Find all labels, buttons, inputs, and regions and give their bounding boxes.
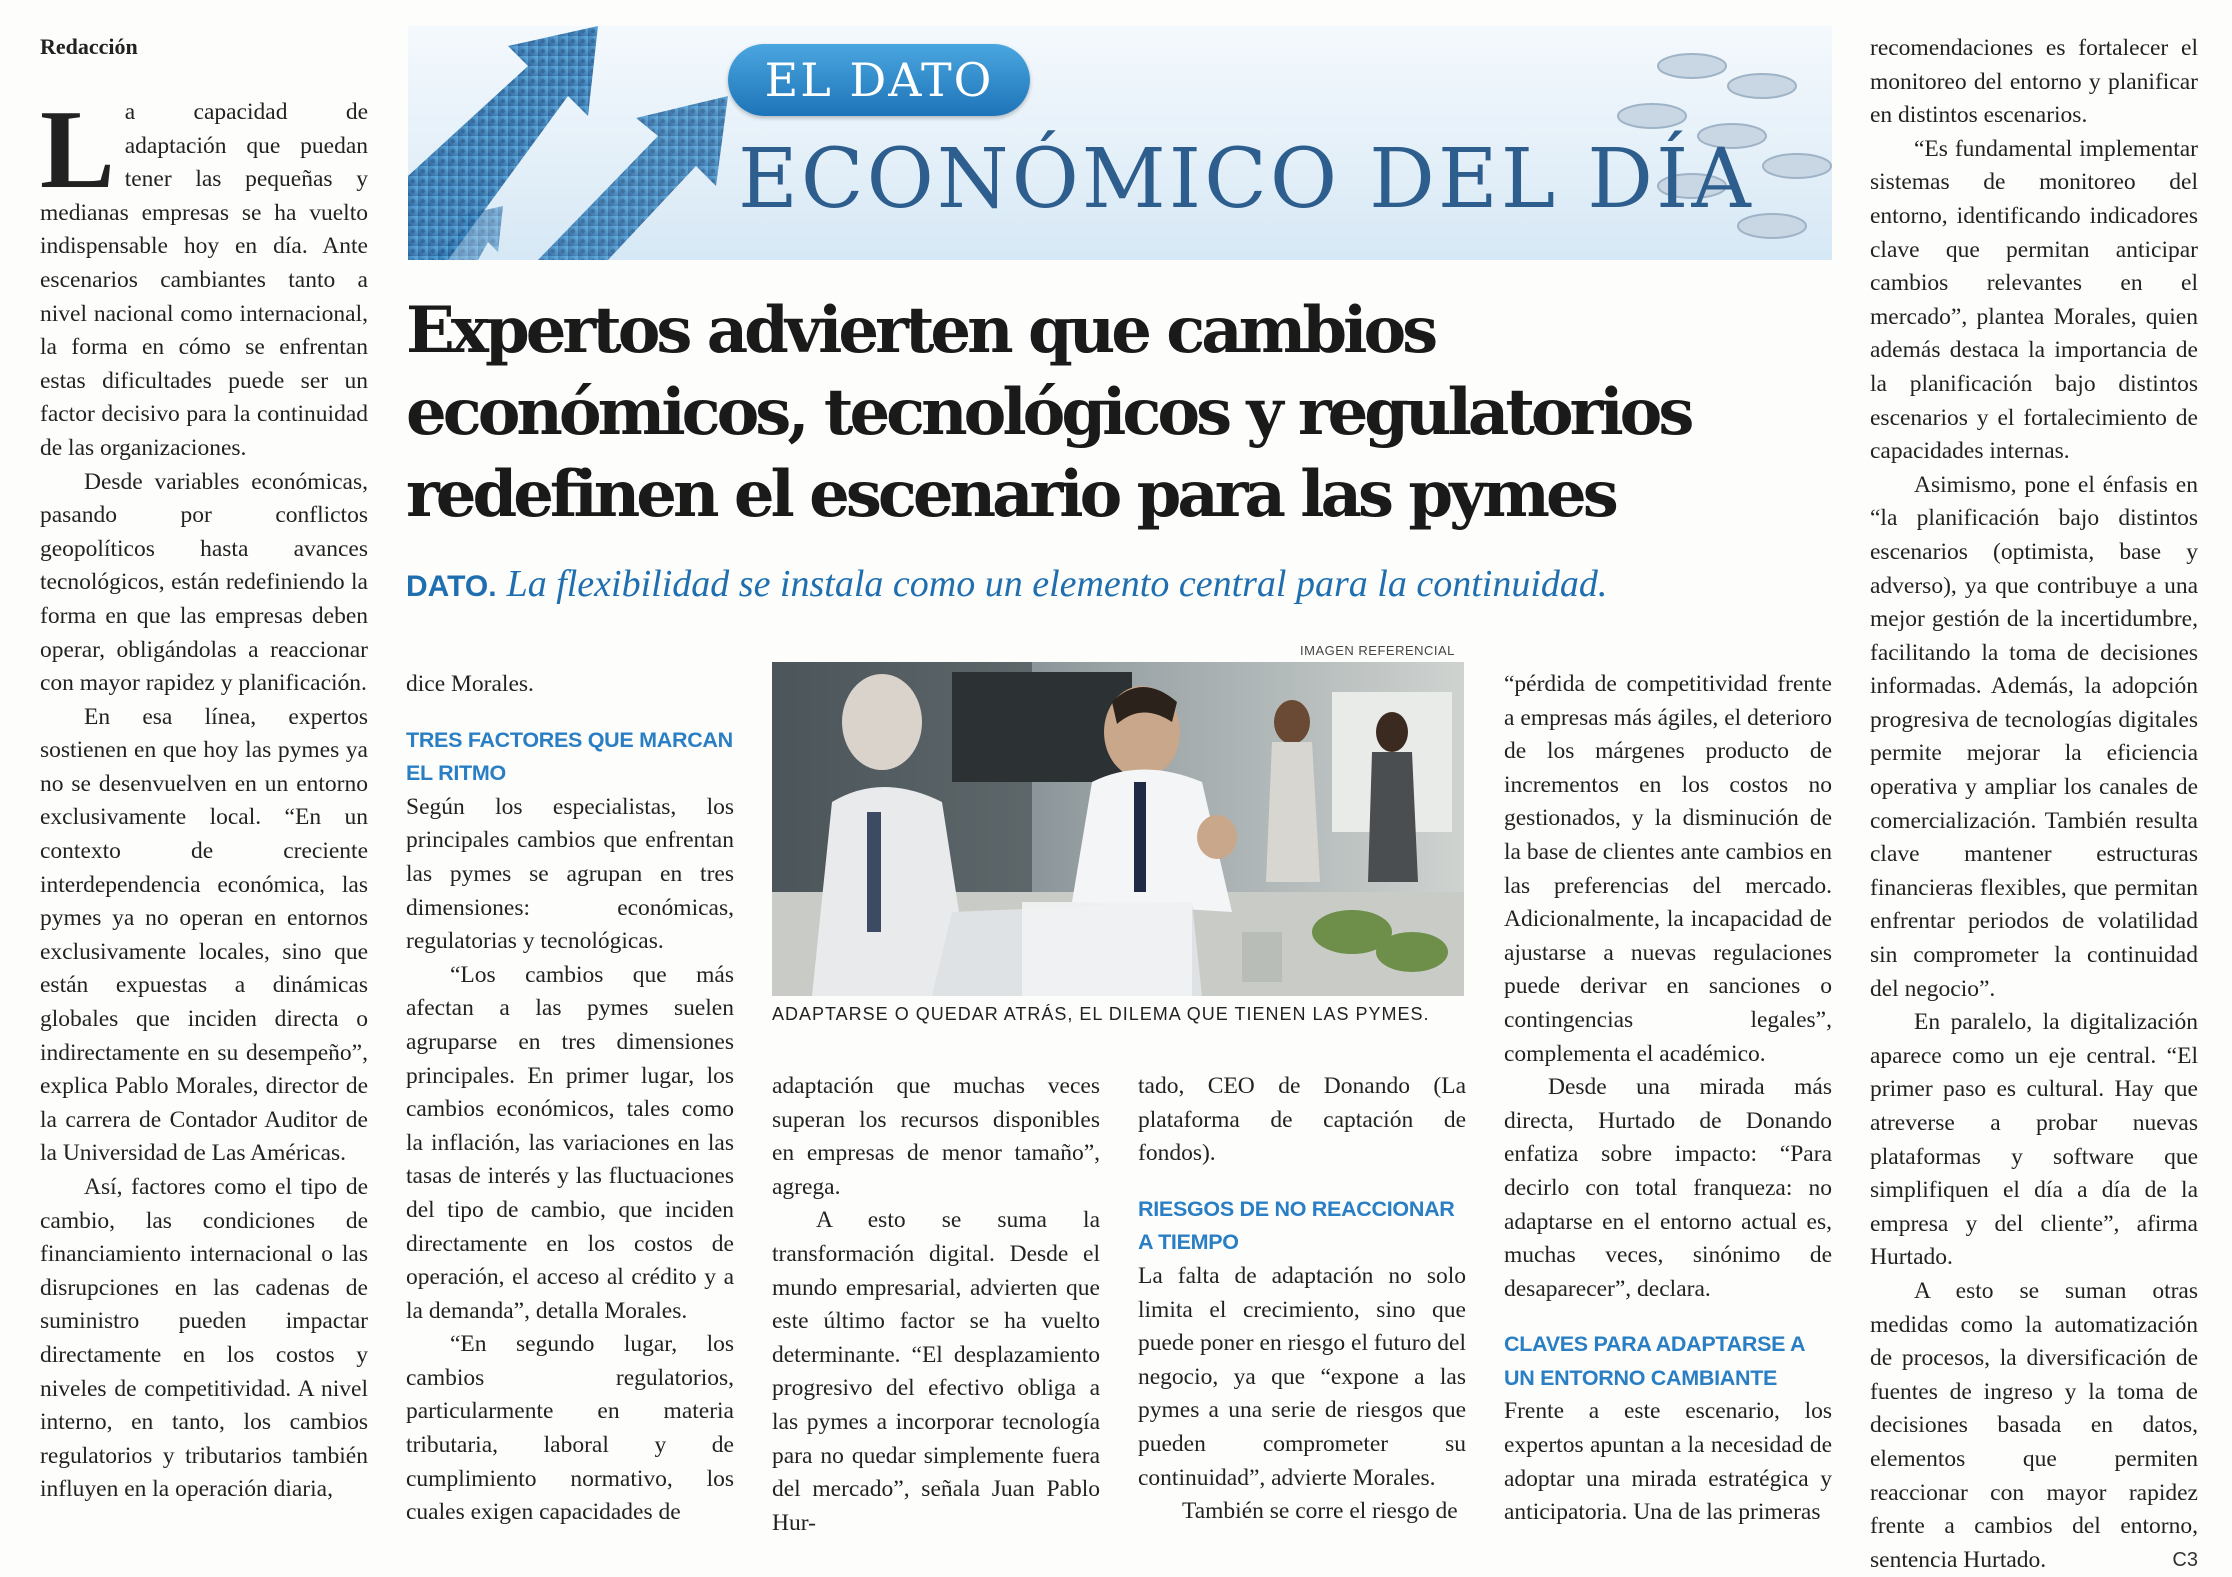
paragraph: “Es fundamental implementar sistemas de monitoreo del entorno, identificando indicadores clave que permitan anticipar cambios relevantes en el mercado”, plantea Morales, quien además destaca la importancia de la planificación bajo distintos escenarios y el fortalecimiento de capacidades internas. bbox=[1870, 135, 2198, 465]
deck-text: La flexibilidad se instala como un elemento central para la continuidad. bbox=[506, 563, 1608, 605]
paragraph: En esa línea, expertos sostienen en que hoy las pymes ya no se desenvuelven en un entorno exclusivamente local. “En un contexto de creciente interdependencia económica, las pymes ya no operan en entornos exclusivamente locales, sino que están expuestas a dinámicas globales que inciden directa o indirectamente en su desempeño”, explica Pablo Morales, director de la carrera de Contador Auditor de la Universidad de Las Américas. bbox=[40, 703, 368, 1167]
paragraph: Desde variables económicas, pasando por conflictos geopolíticos hasta avances tecnológicos, están redefiniendo la forma en que las empresas deben operar, obligándolas a reaccionar con mayor rapidez y planificación. bbox=[40, 468, 368, 697]
subheading: CLAVES PARA ADAPTARSE A UN ENTORNO CAMBIANTE bbox=[1504, 1332, 1805, 1390]
office-meeting-photo bbox=[772, 662, 1464, 996]
banner-pill bbox=[728, 44, 1030, 116]
paragraph: Asimismo, pone el énfasis en “la planificación bajo distintos escenarios (optimista, base y adverso), ya que contribuye a una mejor gestión de la incertidumbre, facilitando la toma de decisiones informadas. Además, la adopción progresiva de tecnologías digitales permite mejorar la eficiencia operativa y ampliar los canales de comercialización. También resulta clave mantener estructuras financieras flexibles, que permitan enfrentar periodos de volatilidad sin comprometer la continuidad del negocio”. bbox=[1870, 471, 2198, 1002]
end-mark: C3 bbox=[2172, 1548, 2198, 1571]
paragraph: “pérdida de competitividad frente a empresas más ágiles, el deterioro de los márgenes producto de incrementos en los costos no gestionados, y la disminución de la base de clientes ante cambios en las preferencias del mercado. Adicionalmente, la incapacidad de ajustarse a nuevas regulaciones puede derivar en sanciones o contingencias legales”, complementa el académico. bbox=[1504, 671, 1832, 1067]
paragraph: recomendaciones es fortalecer el monitoreo del entorno y planificar en distintos escenarios. bbox=[1870, 35, 2198, 129]
headline: Expertos advierten que cambios económicos, tecnológicos y regulatorios redefinen el escenario para las pymes bbox=[406, 293, 1691, 532]
paragraph: “Los cambios que más afectan a las pymes suelen agruparse en tres dimensiones principales. En primer lugar, los cambios económicos, tales como la inflación, las variaciones en las tasas de interés y las fluctuaciones del tipo de cambio, que inciden directamente en los costos de operación, el acceso al crédito y a la demanda”, detalla Morales. bbox=[406, 961, 734, 1324]
paragraph bbox=[40, 88, 368, 466]
drop-cap: L bbox=[40, 88, 115, 212]
photo-credit: IMAGEN REFERENCIAL bbox=[1300, 643, 1455, 658]
subheading: TRES FACTORES QUE MARCAN EL RITMO bbox=[406, 727, 733, 786]
column-5 bbox=[1504, 668, 1832, 1530]
column-1 bbox=[40, 88, 368, 1507]
paragraph: También se corre el riesgo de bbox=[1182, 1498, 1458, 1525]
column-6 bbox=[1870, 32, 2198, 1577]
column-4 bbox=[1138, 1070, 1466, 1529]
paragraph: A esto se suma la transformación digital. Desde el mundo empresarial, advierten que este último factor se ha vuelto determinante. “El desplazamiento progresivo del efectivo obliga a las pymes a incorporar tecnología para no quedar simplemente fuera del mercado”, señala Juan Pablo Hur- bbox=[772, 1207, 1100, 1536]
subheading: RIESGOS DE NO REACCIONAR A TIEMPO bbox=[1138, 1196, 1455, 1255]
paragraph: Así, factores como el tipo de cambio, las condiciones de financiamiento internacional o las disrupciones en las cadenas de suministro pueden impactar directamente en los costos y niveles de competitividad. A nivel interno, en tanto, los cambios regulatorios y tributarios también influyen en la operación diaria, bbox=[40, 1174, 368, 1503]
paragraph-text: a capacidad de adaptación que puedan tener las pequeñas y medianas empresas se ha vuelto indispensable hoy en día. Ante escenarios cambiantes tanto a nivel nacional como internacional, la forma en cómo se enfrentan estas dificultades puede ser un factor decisivo para la continuidad de las organizaciones. bbox=[40, 99, 368, 461]
deck bbox=[406, 560, 1607, 611]
paragraph bbox=[1870, 1275, 2198, 1577]
column-2 bbox=[406, 668, 734, 1530]
photo-caption: ADAPTARSE O QUEDAR ATRÁS, EL DILEMA QUE TIENEN LAS PYMES. bbox=[772, 1004, 1430, 1024]
paragraph: tado, CEO de Donando (La plataforma de captación de fondos). bbox=[1138, 1073, 1466, 1167]
paragraph: dice Morales. bbox=[406, 671, 534, 697]
paragraph: Frente a este escenario, los expertos apuntan a la necesidad de adoptar una mirada estratégica y anticipatoria. Una de las primeras bbox=[1504, 1398, 1832, 1526]
deck-label: DATO. bbox=[406, 570, 497, 603]
paragraph: En paralelo, la digitalización aparece como un eje central. “El primer paso es cultural. Hay que atreverse a probar nuevas plataformas y software que simplifiquen el día a día de la empresa y del cliente”, afirma Hurtado. bbox=[1870, 1009, 2198, 1271]
paragraph: Desde una mirada más directa, Hurtado de Donando enfatiza sobre impacto: “Para decirlo con total franqueza: no adaptarse en el entorno actual es, muchas veces, sinónimo de desaparecer”, declara. bbox=[1504, 1074, 1832, 1302]
section-banner bbox=[408, 26, 1832, 260]
paragraph: adaptación que muchas veces superan los recursos disponibles en empresas de menor tamaño”, agrega. bbox=[772, 1073, 1100, 1200]
paragraph-text: A esto se suman otras medidas como la automatización de procesos, la diversificación de fuentes de ingreso y la toma de decisiones basada en datos, elementos que permiten reaccionar con mayor rapidez frente a cambios del entorno, sentencia Hurtado. bbox=[1870, 1277, 2198, 1573]
rising-arrows-graphic bbox=[408, 26, 768, 260]
paragraph: La falta de adaptación no solo limita el crecimiento, sino que puede poner en riesgo el futuro del negocio, ya que “expone a las pymes a una serie de riesgos que pueden comprometer su continuidad”, advierte Morales. bbox=[1138, 1262, 1466, 1491]
paragraph: Según los especialistas, los principales cambios que enfrentan las pymes se agrupan en tres dimensiones: económicas, regulatorias y tecnológicas. bbox=[406, 793, 734, 955]
paragraph: “En segundo lugar, los cambios regulatorios, particularmente en materia tributaria, laboral y de cumplimiento normativo, los cuales exigen capacidades de bbox=[406, 1331, 734, 1526]
banner-pill-label: EL DATO bbox=[764, 53, 994, 107]
byline: Redacción bbox=[40, 34, 138, 59]
column-3 bbox=[772, 1070, 1100, 1540]
banner-title: ECONÓMICO DEL DÍA bbox=[738, 132, 1754, 227]
